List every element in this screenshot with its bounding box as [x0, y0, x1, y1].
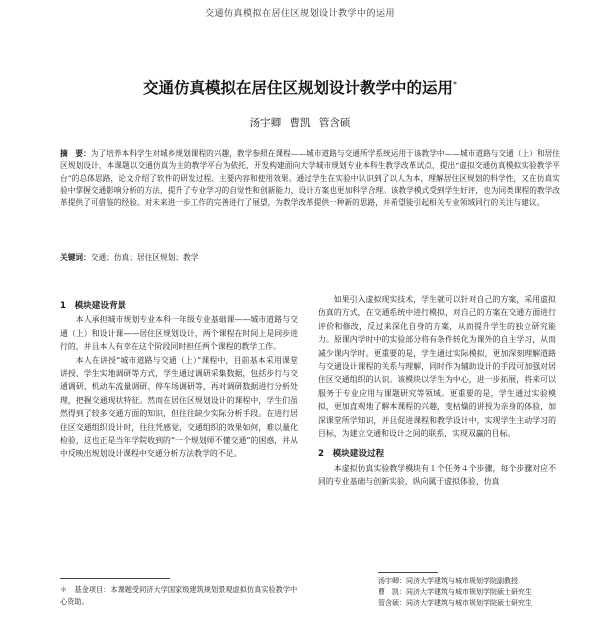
section-heading: 2 模块建设过程 — [318, 449, 385, 460]
title-text: 交通仿真模拟在居住区规划设计教学中的运用 — [142, 79, 453, 97]
author-name: 汤宇卿 — [249, 117, 282, 129]
keywords-label: 关键词： — [60, 253, 91, 262]
footnote-divider — [60, 578, 170, 579]
abstract-text: 为了培养本科学生对城乡规划课程的兴趣，教学参照在课程——城市道路与交通所学系统运用于该教学中——城市道路与交通（上）和居住区规划设计，本课题以交通仿真为主的教学平台为依托，开发构建面向大学城市规划专业本科生教学改革试点，提出“虚拟交通仿真模拟实验教学平台”的总体思路，论文介绍了软件的研发过程、主要内容和使用效果。通过学生在实验中认识到了以人为本，理解居住区规划的科学性，又在仿真实验中掌握交通影响分析的方法，提升了专业学习的自觉性和创新能力，设计方案也更加科学合理。该教学模式受到学生好评，也为同类课程的教学改革提供了可借鉴的经验。对未来进一步工作的完善进行了展望，为教学改革提供一种新的思路，并希望能引起相关专业领域同行的关注与建议。 — [60, 149, 560, 208]
affiliation-line: 曹 凯：同济大学建筑与城市规划学院硕士研究生 — [378, 588, 532, 596]
keywords — [60, 252, 560, 264]
affiliation-line: 汤宇卿：同济大学建筑与城市规划学院副教授 — [378, 577, 518, 585]
paragraph: 如果引入虚拟现实技术，学生就可以针对自己的方案，采用虚拟仿真的方式，在交通系统中进行模拟，对自己的方案在交通方面进行评价和修改，反过来深化自身的方案，从而提升学生的独立研究能力。原课内学时中的实验部分将有条件转化为课外的自主学习，从而减少课内学时。更重要的是，学生通过实际模拟，更加深刻理解道路与交通设计课程的关系与理解，同时作为辅助设计的手段可加强对居住区交通组织的认识。该模块以学生为中心，进一步拓展，将来可以服务于专业应用与课题研究等领域。更重要的是，学生通过实验模拟，更加直观地了解本课程的兴趣，变枯燥的讲授为亲身的体验，加深课堂所学知识，并且促进课程和教学设计中，实现学生主动学习的目标，为建立交通和设计之间的联系，实现双赢的目标。 — [318, 295, 556, 439]
paper-title — [0, 76, 600, 98]
author-note-divider — [378, 572, 438, 573]
author-line — [0, 115, 600, 130]
paragraph: 本人在讲授“城市道路与交通（上）”课程中，目前基本采用课堂讲授、学生实地调研等方式，学生通过调研采集数据，包括步行与交通调研、机动车流量调研、停车场调研等，再对调研数据进行分析处理，把握交通现状特征。然而在居住区规划设计的课程中，学生们虽然得到了较多交通方面的知识，但往往缺少实际分析手段。在进行居住区交通组织设计时，往往凭感觉，交通组织的效果如何，难以量化检验，这也正是当年学院收到的“一个规划师不懂交通”的困惑，并从中反映出规划设计课程中交通分析方法教学的不足。 — [60, 355, 298, 459]
keywords-text: 交通；仿真；居住区规划；教学 — [90, 253, 199, 262]
left-column — [60, 300, 298, 461]
running-header: 交通仿真模拟在居住区规划设计教学中的运用 — [204, 9, 395, 19]
paragraph: 本虚拟仿真实验教学模块有１个任务４个步骤，每个步骤对应不同的专业基础与创新实验，纵向属于虚拟体验、仿真 — [318, 463, 556, 487]
paragraph: 本人承担城市规划专业本科一年级专业基础课——城市道路与交通（上）和设计课——居住区规划设计，两个课程在时间上是同步进行的，并且本人有幸在这个阶段同时担任两个课程的教学工作。 — [60, 315, 298, 352]
title-footnote-mark: * — [453, 79, 457, 89]
affiliation-line: 管含硕：同济大学建筑与城市规划学院硕士研究生 — [378, 599, 532, 607]
abstract — [60, 148, 560, 209]
funding-footnote: ＊ 基金项目：本课题受同济大学国家级建筑规划景观虚拟仿真实验教学中心资助。 — [60, 585, 298, 606]
author-name: 管含硕 — [318, 117, 351, 129]
author-name: 曹凯 — [289, 117, 311, 129]
section-heading: 1 模块建设背景 — [60, 301, 127, 311]
abstract-label: 摘 要： — [60, 149, 91, 158]
right-column — [318, 293, 556, 489]
author-affiliations — [378, 576, 578, 609]
